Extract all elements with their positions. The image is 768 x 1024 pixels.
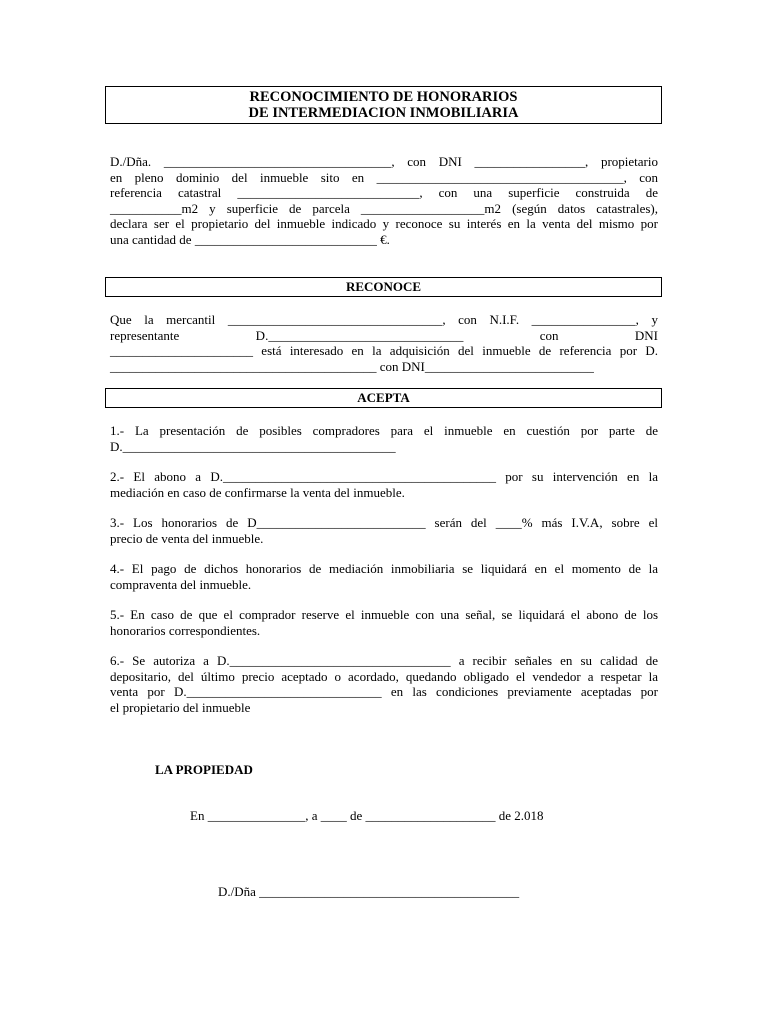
intro-line: D./Dña. ___________________________________, con DNI _________________, propietario (110, 154, 658, 169)
acepta-item-line: 1.- La presentación de posibles compradores para el inmueble en cuestión por parte de (110, 423, 658, 438)
acepta-item-line: depositario, del último precio aceptado o acordado, quedando obligado el vendedor a respetar la (110, 668, 658, 684)
acepta-item-line: D.__________________________________________ (110, 438, 396, 454)
acepta-item-6 (110, 653, 658, 715)
reconoce-heading-box (105, 277, 662, 297)
acepta-item-line: mediación en caso de confirmarse la venta del inmueble. (110, 484, 405, 500)
acepta-item-line: precio de venta del inmueble. (110, 530, 264, 546)
document-title-box (105, 86, 662, 124)
intro-line: una cantidad de ____________________________ €. (110, 231, 390, 247)
reconoce-line: _________________________________________ con DNI__________________________ (110, 358, 594, 374)
document-title-line-1: RECONOCIMIENTO DE HONORARIOS (249, 89, 518, 105)
intro-paragraph (110, 154, 658, 248)
signature-party-label: LA PROPIEDAD (155, 762, 253, 777)
acepta-item-1 (110, 423, 658, 454)
acepta-item-line: compraventa del inmueble. (110, 576, 252, 592)
reconoce-line: representante D.______________________________ con DNI (110, 327, 658, 343)
acepta-item-line: 3.- Los honorarios de D__________________________ serán del ____% más I.V.A, sobre el (110, 515, 658, 530)
intro-line: referencia catastral ____________________________, con una superficie construida de (110, 185, 658, 201)
acepta-item-line: honorarios correspondientes. (110, 622, 261, 638)
reconoce-line: ______________________ está interesado en la adquisición del inmueble de referencia por D. (110, 343, 658, 359)
acepta-item-line: 5.- En caso de que el comprador reserve el inmueble con una señal, se liquidará el abono de los (110, 607, 658, 622)
document-title-line-2: DE INTERMEDIACION INMOBILIARIA (248, 105, 519, 121)
acepta-item-line: 2.- El abono a D.__________________________________________ por su intervención en la (110, 469, 658, 484)
acepta-item-5 (110, 607, 658, 638)
acepta-item-line: 6.- Se autoriza a D.__________________________________ a recibir señales en su calidad de (110, 653, 658, 668)
acepta-item-line: venta por D.______________________________ en las condiciones previamente aceptadas por (110, 684, 658, 700)
acepta-heading: ACEPTA (357, 390, 410, 405)
reconoce-line: Que la mercantil _________________________________, con N.I.F. ________________, y (110, 312, 658, 327)
acepta-item-3 (110, 515, 658, 546)
intro-line: declara ser el propietario del inmueble indicado y reconoce su interés en la venta del mismo por (110, 216, 658, 232)
acepta-item-line: el propietario del inmueble (110, 699, 251, 715)
reconoce-heading: RECONOCE (345, 279, 422, 294)
intro-line: ___________m2 y superficie de parcela ___________________m2 (según datos catastrales), (110, 200, 658, 216)
signature-date-line: En _______________, a ____ de ____________________ de 2.018 (190, 808, 544, 823)
signature-name-line: D./Dña ________________________________________ (218, 884, 520, 899)
intro-line: en pleno dominio del inmueble sito en ______________________________________, con (110, 169, 658, 185)
acepta-heading-box (105, 388, 662, 408)
acepta-item-line: 4.- El pago de dichos honorarios de mediación inmobiliaria se liquidará en el momento de la (110, 561, 658, 576)
reconoce-paragraph (110, 312, 658, 374)
acepta-item-4 (110, 561, 658, 592)
acepta-item-2 (110, 469, 658, 500)
